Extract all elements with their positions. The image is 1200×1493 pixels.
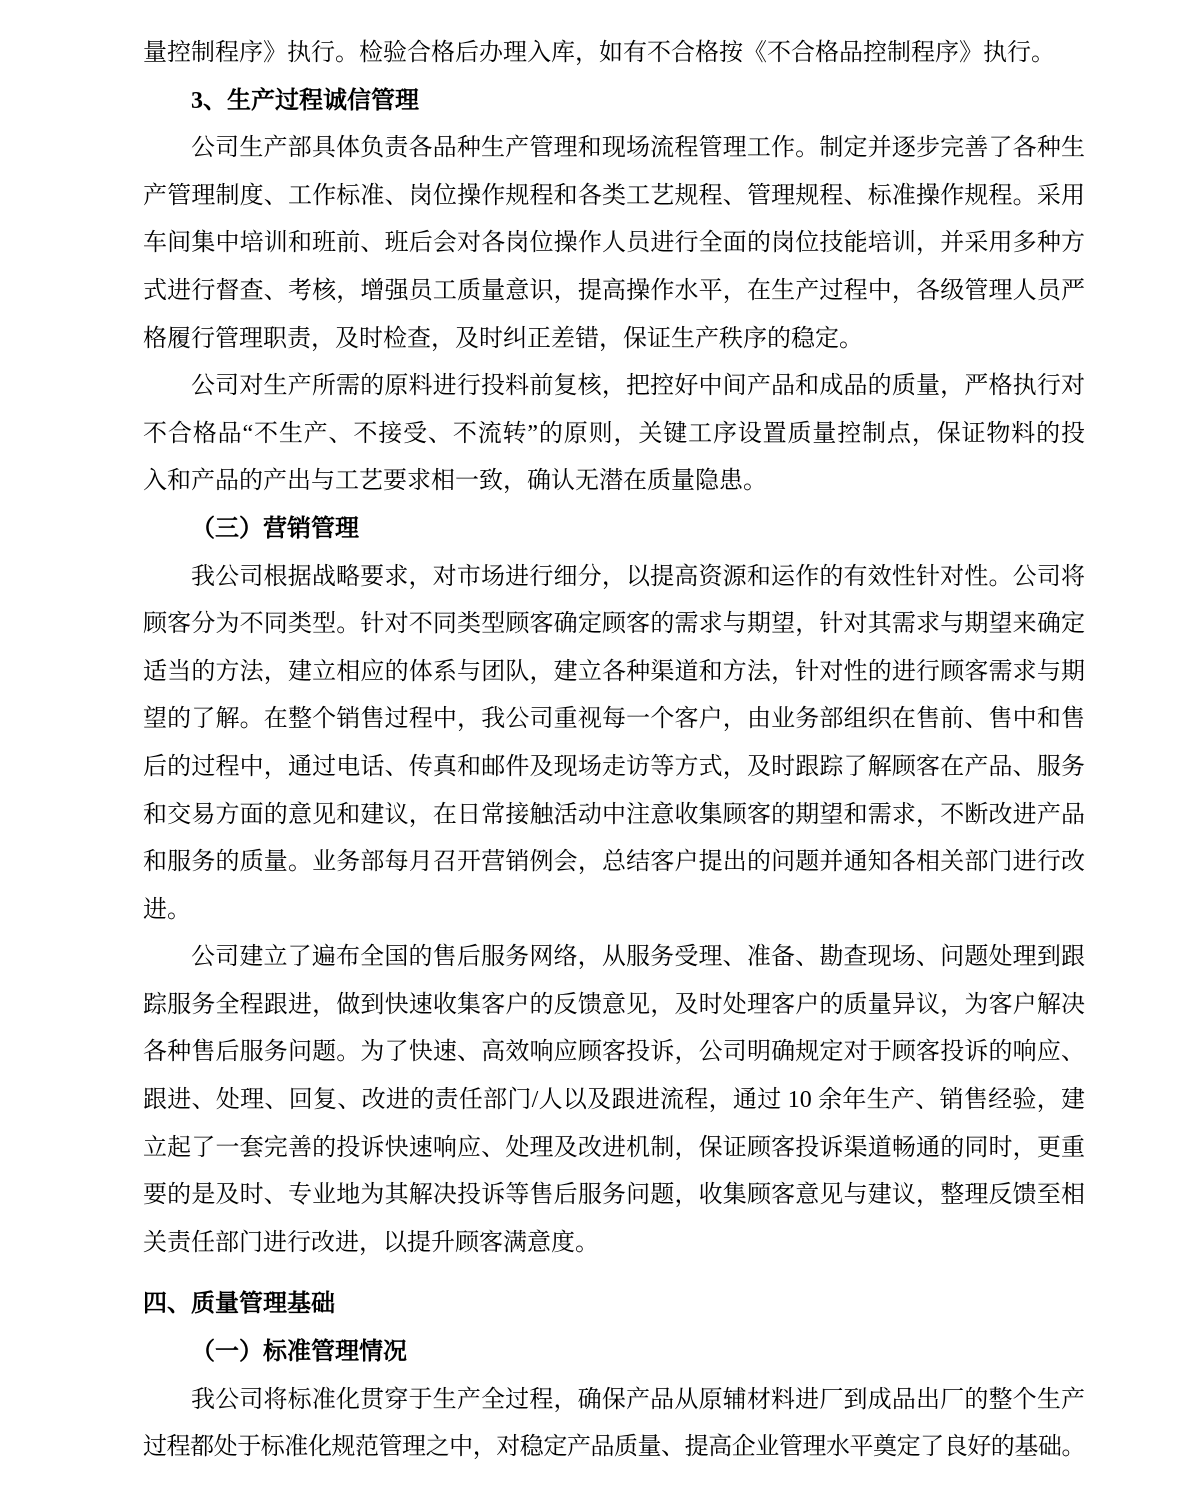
text-line: 我公司将标准化贯穿于生产全过程，确保产品从原辅材料进厂到成品出厂的整个生产 [191, 1386, 1085, 1413]
section-heading: 3、生产过程诚信管理 [191, 87, 419, 114]
text-line: 过程都处于标准化规范管理之中，对稳定产品质量、提高企业管理水平奠定了良好的基础。 [143, 1434, 1085, 1461]
text-line: 望的了解。在整个销售过程中，我公司重视每一个客户，由业务部组织在售前、售中和售 [143, 706, 1085, 733]
text-line: 各种售后服务问题。为了快速、高效响应顾客投诉，公司明确规定对于顾客投诉的响应、 [143, 1039, 1085, 1066]
text-line: 车间集中培训和班前、班后会对各岗位操作人员进行全面的岗位技能培训，并采用多种方 [143, 230, 1085, 257]
text-line: 顾客分为不同类型。针对不同类型顾客确定顾客的需求与期望，针对其需求与期望来确定 [143, 611, 1085, 638]
section-heading: （三）营销管理 [191, 515, 359, 542]
text-line: 公司生产部具体负责各品种生产管理和现场流程管理工作。制定并逐步完善了各种生 [191, 135, 1085, 162]
text-line: 后的过程中，通过电话、传真和邮件及现场走访等方式，及时跟踪了解顾客在产品、服务 [143, 753, 1085, 780]
text-line: 我公司根据战略要求，对市场进行细分，以提高资源和运作的有效性针对性。公司将 [191, 563, 1085, 590]
text-line: 公司建立了遍布全国的售后服务网络，从服务受理、准备、勘查现场、问题处理到跟 [191, 944, 1085, 971]
text-line: 要的是及时、专业地为其解决投诉等售后服务问题，收集顾客意见与建议，整理反馈至相 [143, 1182, 1085, 1209]
text-line: 不合格品“不生产、不接受、不流转”的原则，关键工序设置质量控制点，保证物料的投 [143, 420, 1085, 447]
section-heading: （一）标准管理情况 [191, 1339, 407, 1366]
text-line: 量控制程序》执行。检验合格后办理入库，如有不合格按《不合格品控制程序》执行。 [143, 40, 1055, 66]
text-line: 踪服务全程跟进，做到快速收集客户的反馈意见，及时处理客户的质量异议，为客户解决 [143, 991, 1085, 1018]
text-line: 适当的方法，建立相应的体系与团队，建立各种渠道和方法，针对性的进行顾客需求与期 [143, 658, 1085, 685]
text-line: 式进行督查、考核，增强员工质量意识，提高操作水平，在生产过程中，各级管理人员严 [143, 277, 1085, 304]
text-line: 入和产品的产出与工艺要求相一致，确认无潜在质量隐患。 [143, 468, 767, 495]
text-line: 进。 [143, 896, 191, 923]
section-heading: 四、质量管理基础 [143, 1291, 335, 1318]
text-line: 和交易方面的意见和建议，在日常接触活动中注意收集顾客的期望和需求，不断改进产品 [143, 801, 1085, 828]
text-line: 和服务的质量。业务部每月召开营销例会，总结客户提出的问题并通知各相关部门进行改 [143, 849, 1085, 876]
text-line: 跟进、处理、回复、改进的责任部门/人以及跟进流程，通过 10 余年生产、销售经验，建 [143, 1087, 1085, 1114]
text-line: 产管理制度、工作标准、岗位操作规程和各类工艺规程、管理规程、标准操作规程。采用 [143, 182, 1085, 209]
text-line: 关责任部门进行改进，以提升顾客满意度。 [143, 1229, 599, 1256]
text-line: 公司对生产所需的原料进行投料前复核，把控好中间产品和成品的质量，严格执行对 [191, 373, 1085, 400]
text-line: 格履行管理职责，及时检查，及时纠正差错，保证生产秩序的稳定。 [143, 325, 863, 352]
text-line: 立起了一套完善的投诉快速响应、处理及改进机制，保证顾客投诉渠道畅通的同时，更重 [143, 1134, 1085, 1161]
